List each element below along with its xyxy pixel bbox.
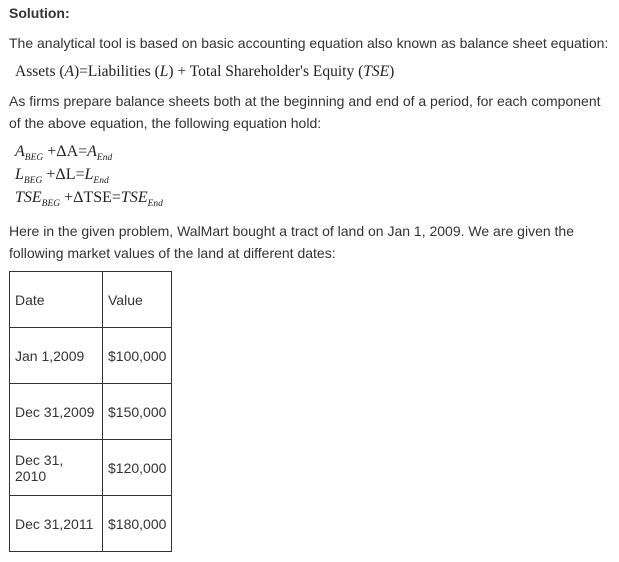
eq-rhs: TSE — [120, 189, 148, 206]
paragraph-three-line-2: following market values of the land at different dates: — [9, 245, 336, 261]
eq-rhs-sub: End — [96, 153, 113, 163]
equation-end: ) — [389, 63, 395, 80]
eq-lhs: L — [15, 166, 24, 183]
cell-date: Dec 31,2011 — [10, 496, 103, 552]
header-value: Value — [103, 272, 172, 328]
eq-rhs-sub: End — [147, 199, 163, 209]
table-row — [10, 328, 172, 384]
cell-value: $150,000 — [103, 384, 172, 440]
cell-date: Dec 31,2009 — [10, 384, 103, 440]
eq-lhs: A — [15, 143, 25, 160]
equation-assets-change — [15, 143, 112, 161]
intro-text: The analytical tool is based on basic accounting equation also known as balance sheet equation: — [9, 35, 609, 51]
equation-assets: Assets ( — [15, 63, 65, 80]
equation-liabilities-symbol: L — [159, 63, 169, 80]
balance-sheet-equation — [15, 63, 394, 81]
eq-rhs-sub: End — [93, 176, 109, 186]
eq-lhs-sub: BEG — [24, 153, 44, 163]
table-row — [10, 440, 172, 496]
table-header-row — [10, 272, 172, 328]
cell-date: Dec 31, 2010 — [10, 440, 103, 496]
eq-delta: +ΔTSE= — [64, 189, 121, 206]
equation-liabilities-change — [15, 166, 109, 184]
solution-heading: Solution: — [9, 5, 70, 21]
table-row — [10, 496, 172, 552]
eq-lhs-sub: BEG — [41, 199, 61, 209]
eq-rhs: A — [87, 143, 97, 160]
equation-mid: )=Liabilities ( — [73, 63, 160, 80]
equation-tse-change — [15, 189, 163, 207]
header-date: Date — [10, 272, 103, 328]
eq-delta: +ΔL= — [46, 166, 85, 183]
cell-value: $120,000 — [103, 440, 172, 496]
equation-tse-symbol: TSE — [363, 63, 390, 80]
eq-delta: +ΔA= — [47, 143, 88, 160]
cell-date: Jan 1,2009 — [10, 328, 103, 384]
equation-assets-symbol: A — [64, 63, 74, 80]
equation-mid2: ) + Total Shareholder's Equity ( — [168, 63, 364, 80]
cell-value: $100,000 — [103, 328, 172, 384]
eq-rhs: L — [84, 166, 94, 183]
paragraph-three-line-1: Here in the given problem, WalMart bought a tract of land on Jan 1, 2009. We are given the — [9, 223, 574, 239]
paragraph-two-line-1: As firms prepare balance sheets both at the beginning and end of a period, for each component — [9, 93, 601, 109]
cell-value: $180,000 — [103, 496, 172, 552]
eq-lhs-sub: BEG — [23, 176, 43, 186]
land-values-table — [9, 271, 172, 552]
table-row — [10, 384, 172, 440]
eq-lhs: TSE — [15, 189, 42, 206]
paragraph-two-line-2: of the above equation, the following equation hold: — [9, 115, 322, 131]
